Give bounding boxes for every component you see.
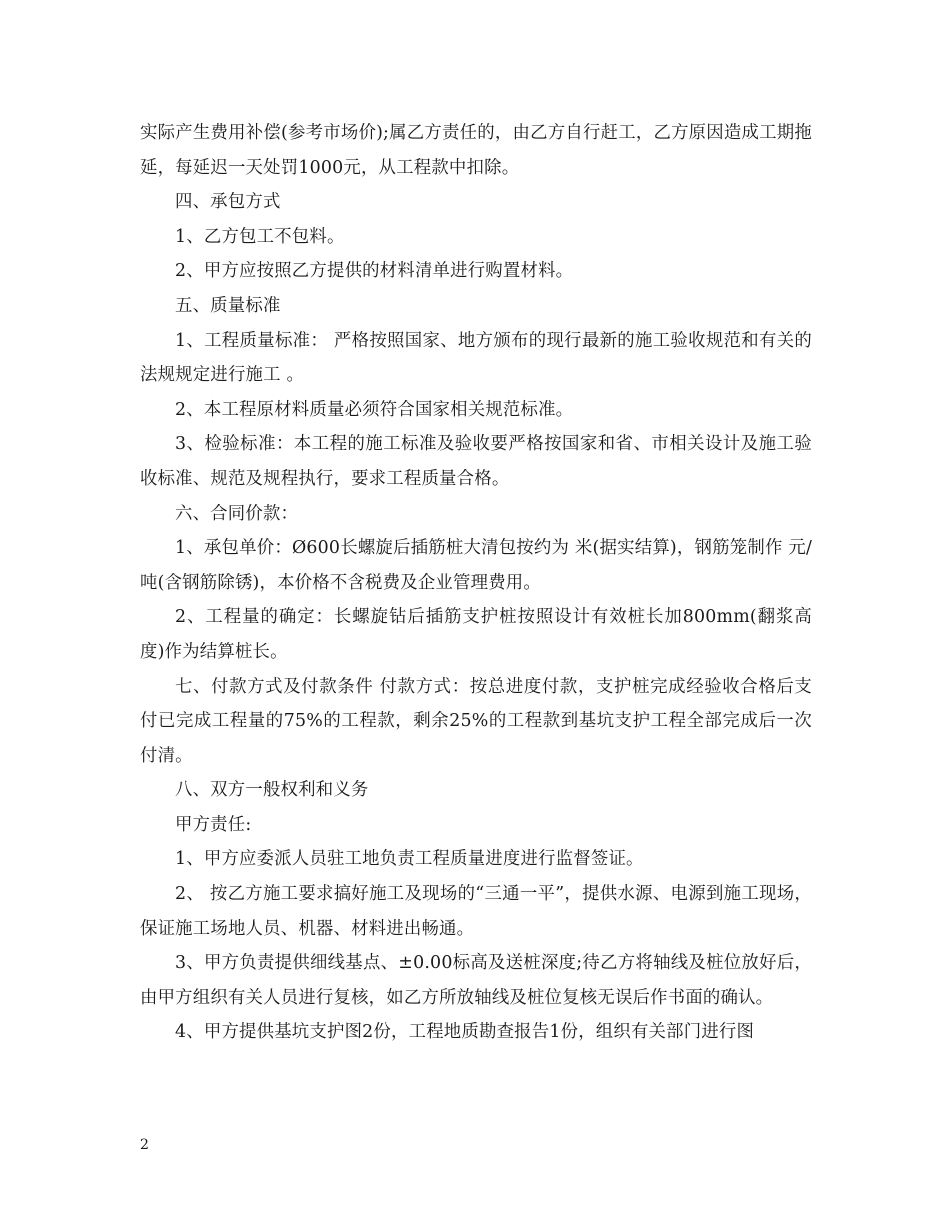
paragraph: 七、付款方式及付款条件 付款方式：按总进度付款，支护桩完成经验收合格后支付已完成工程量的75%的工程款，剩余25%的工程款到基坑支护工程全部完成后一次付清。 xyxy=(140,676,812,766)
document-body xyxy=(140,116,812,1050)
paragraph: 1、甲方应委派人员驻工地负责工程质量进度进行监督签证。 xyxy=(175,849,644,870)
paragraph: 1、工程质量标准： 严格按照国家、地方颁布的现行最新的施工验收规范和有关的法规规定进行施工 。 xyxy=(140,330,812,386)
paragraph: 五、质量标准 xyxy=(175,295,281,316)
paragraph: 2、甲方应按照乙方提供的材料清单进行购置材料。 xyxy=(175,261,574,282)
paragraph: 2、 按乙方施工要求搞好施工及现场的“三通一平”，提供水源、电源到施工现场，保证施工场地人员、机器、材料进出畅通。 xyxy=(140,884,812,939)
paragraph: 八、双方一般权利和义务 xyxy=(175,780,369,801)
paragraph: 实际产生费用补偿(参考市场价);属乙方责任的，由乙方自行赶工，乙方原因造成工期拖延，每延迟一天处罚1000元，从工程款中扣除。 xyxy=(140,123,812,178)
paragraph: 1、乙方包工不包料。 xyxy=(175,226,345,247)
paragraph: 4、甲方提供基坑支护图2份，工程地质勘查报告1份，组织有关部门进行图 xyxy=(175,1022,755,1043)
paragraph: 六、合同价款： xyxy=(175,503,299,524)
paragraph: 甲方责任: xyxy=(175,814,252,835)
paragraph: 3、甲方负责提供细线基点、±0.00标高及送桩深度;待乙方将轴线及桩位放好后，由甲方组织有关人员进行复核，如乙方所放轴线及桩位复核无误后作书面的确认。 xyxy=(140,953,812,1008)
paragraph: 2、工程量的确定：长螺旋钻后插筋支护桩按照设计有效桩长加800mm(翻浆高度)作为结算桩长。 xyxy=(140,607,812,662)
page-number: 2 xyxy=(140,1137,149,1153)
paragraph: 四、承包方式 xyxy=(175,192,281,213)
paragraph: 3、检验标准：本工程的施工标准及验收要严格按国家和省、市相关设计及施工验收标准、规范及规程执行，要求工程质量合格。 xyxy=(140,434,812,489)
paragraph: 2、本工程原材料质量必须符合国家相关规范标准。 xyxy=(175,399,574,420)
paragraph: 1、承包单价：Ø600长螺旋后插筋桩大清包按约为 米(据实结算)，钢筋笼制作 元/吨(含钢筋除锈)，本价格不含税费及企业管理费用。 xyxy=(140,538,812,593)
